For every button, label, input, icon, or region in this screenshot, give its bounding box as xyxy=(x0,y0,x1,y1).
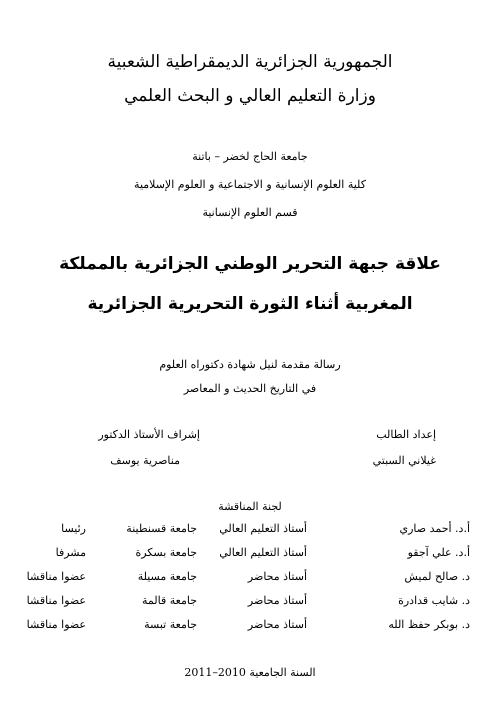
member-role: رئيسا xyxy=(61,522,86,535)
member-role: عضوا مناقشا xyxy=(26,570,86,583)
member-university: جامعة تبسة xyxy=(144,618,197,631)
faculty-name: كلية العلوم الإنسانية و الاجتماعية و العلوم الإسلامية xyxy=(134,178,366,191)
prepared-by-label: إعداد الطالب xyxy=(376,428,436,441)
member-university: جامعة بسكرة xyxy=(135,546,197,559)
member-role: عضوا مناقشا xyxy=(26,618,86,631)
member-name: د. بوبكر حفظ الله xyxy=(388,618,470,631)
academic-year: السنة الجامعية 2010–2011 xyxy=(184,666,316,679)
member-name: أ.د. أحمد صاري xyxy=(399,522,470,535)
member-role: عضوا مناقشا xyxy=(26,594,86,607)
republic-heading: الجمهورية الجزائرية الديمقراطية الشعبية xyxy=(107,52,393,72)
committee-row xyxy=(0,594,500,618)
member-rank: أستاذ محاضر xyxy=(247,594,307,607)
member-rank: أستاذ التعليم العالي xyxy=(219,546,307,559)
degree-statement: رسالة مقدمة لنيل شهادة دكتوراه العلوم xyxy=(159,358,341,371)
committee-row xyxy=(0,546,500,570)
committee-row xyxy=(0,570,500,594)
specialty-statement: في التاريخ الحديث و المعاصر xyxy=(183,382,317,395)
committee-row xyxy=(0,618,500,642)
member-name: د. شايب قدادرة xyxy=(398,594,470,607)
member-name: أ.د. علي آجقو xyxy=(407,546,470,559)
member-role: مشرفا xyxy=(55,546,86,559)
thesis-title-line-2: المغربية أثناء الثورة التحريرية الجزائرية xyxy=(87,294,413,314)
supervisor-name: مناصرية يوسف xyxy=(110,454,180,467)
committee-row xyxy=(0,522,500,546)
student-name: غيلاني السبتي xyxy=(372,454,436,467)
department-name: قسم العلوم الإنسانية xyxy=(202,206,298,219)
university-name: جامعة الحاج لخضر – باتنة xyxy=(192,150,308,163)
member-university: جامعة قالمة xyxy=(142,594,197,607)
member-university: جامعة قسنطينة xyxy=(126,522,197,535)
member-rank: أستاذ التعليم العالي xyxy=(219,522,307,535)
committee-table xyxy=(0,522,500,642)
member-rank: أستاذ محاضر xyxy=(247,570,307,583)
thesis-title-line-1: علاقة جبهة التحرير الوطني الجزائرية بالمملكة xyxy=(59,254,441,274)
ministry-heading: وزارة التعليم العالي و البحث العلمي xyxy=(124,86,376,106)
member-rank: أستاذ محاضر xyxy=(247,618,307,631)
member-name: د. صالح لميش xyxy=(404,570,470,583)
member-university: جامعة مسيلة xyxy=(137,570,197,583)
supervision-label: إشراف الأستاذ الدكتور xyxy=(98,428,200,441)
committee-title: لجنة المناقشة xyxy=(218,500,282,513)
